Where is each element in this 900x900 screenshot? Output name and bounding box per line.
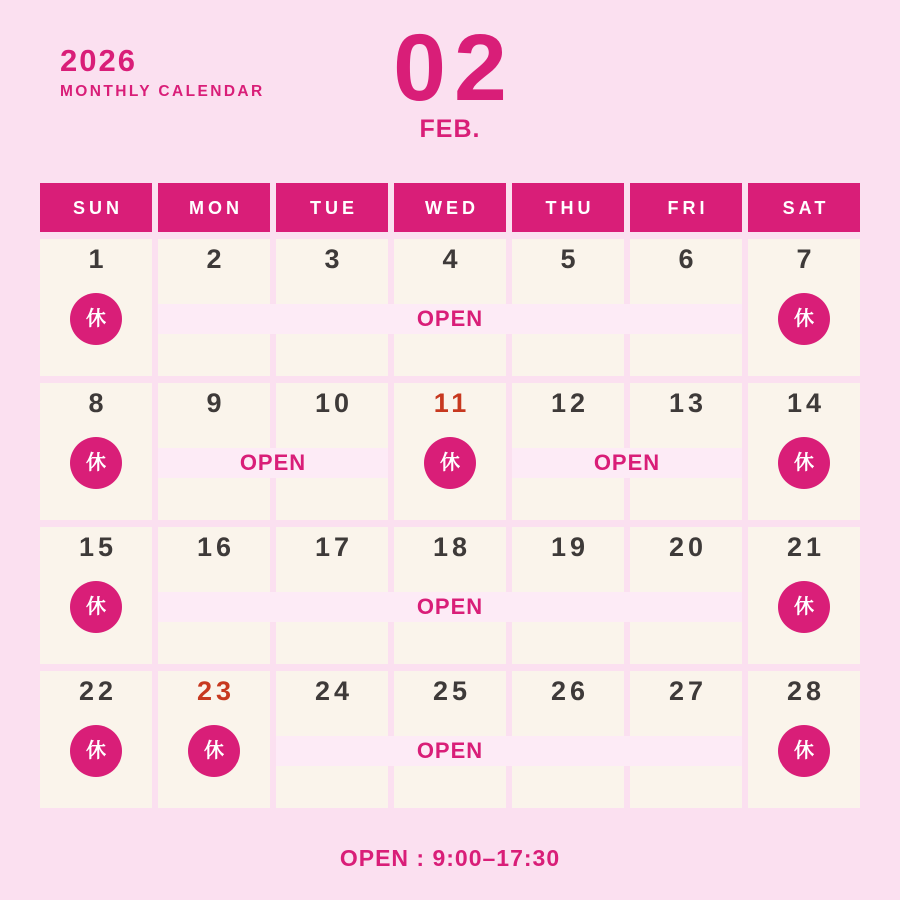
day-number: 19 [550, 532, 590, 562]
day-number: 10 [314, 388, 354, 418]
day-number-holiday: 23 [196, 676, 236, 706]
weekday-header-row [40, 183, 860, 232]
closed-badge-day-28: 休 [778, 725, 830, 777]
open-band [276, 736, 742, 766]
day-number: 1 [88, 244, 108, 274]
calendar-subtitle: MONTHLY CALENDAR [60, 83, 265, 100]
day-number: 20 [668, 532, 708, 562]
closed-badge-day-23: 休 [188, 725, 240, 777]
day-number: 13 [668, 388, 708, 418]
month-abbreviation: FEB. [419, 115, 481, 144]
year-label: 2026 [60, 43, 137, 78]
week-row-2 [40, 383, 860, 520]
closed-badge-day-15: 休 [70, 581, 122, 633]
day-number-holiday: 11 [433, 388, 471, 418]
day-number: 2 [206, 244, 226, 274]
closed-badge-day-8: 休 [70, 437, 122, 489]
open-label: OPEN [593, 450, 661, 475]
day-number: 4 [442, 244, 462, 274]
day-number: 17 [314, 532, 354, 562]
weekday-header-fri: FRI [630, 183, 742, 232]
day-number: 16 [196, 532, 236, 562]
week-row-4 [40, 671, 860, 808]
day-number: 26 [550, 676, 590, 706]
day-number: 24 [314, 676, 354, 706]
weekday-header-wed: WED [394, 183, 506, 232]
day-number: 27 [668, 676, 708, 706]
closed-badge-day-21: 休 [778, 581, 830, 633]
day-number: 18 [432, 532, 472, 562]
week-row-3 [40, 527, 860, 664]
day-number: 3 [324, 244, 344, 274]
week-row-1 [40, 239, 860, 376]
day-number: 28 [786, 676, 826, 706]
day-number: 9 [206, 388, 226, 418]
day-number: 8 [88, 388, 108, 418]
day-number: 15 [78, 532, 118, 562]
open-label: OPEN [416, 594, 484, 619]
closed-badge-day-1: 休 [70, 293, 122, 345]
closed-badge-day-7: 休 [778, 293, 830, 345]
day-number: 6 [678, 244, 698, 274]
closed-badge-day-14: 休 [778, 437, 830, 489]
weekday-header-tue: TUE [276, 183, 388, 232]
day-number: 25 [432, 676, 472, 706]
weekday-header-sat: SAT [748, 183, 860, 232]
month-number: 02 [393, 15, 515, 121]
weekday-header-mon: MON [158, 183, 270, 232]
day-number: 14 [786, 388, 826, 418]
day-number: 22 [78, 676, 118, 706]
month-block [0, 15, 900, 144]
day-number: 21 [786, 532, 826, 562]
open-label: OPEN [416, 738, 484, 763]
open-label: OPEN [239, 450, 307, 475]
weekday-header-thu: THU [512, 183, 624, 232]
calendar-grid [40, 183, 860, 808]
open-label: OPEN [416, 306, 484, 331]
weekday-header-sun: SUN [40, 183, 152, 232]
day-number: 5 [560, 244, 580, 274]
day-number: 7 [796, 244, 816, 274]
closed-badge-day-11: 休 [424, 437, 476, 489]
opening-hours-label: OPEN : 9:00–17:30 [339, 845, 561, 871]
day-number: 12 [550, 388, 590, 418]
closed-badge-day-22: 休 [70, 725, 122, 777]
